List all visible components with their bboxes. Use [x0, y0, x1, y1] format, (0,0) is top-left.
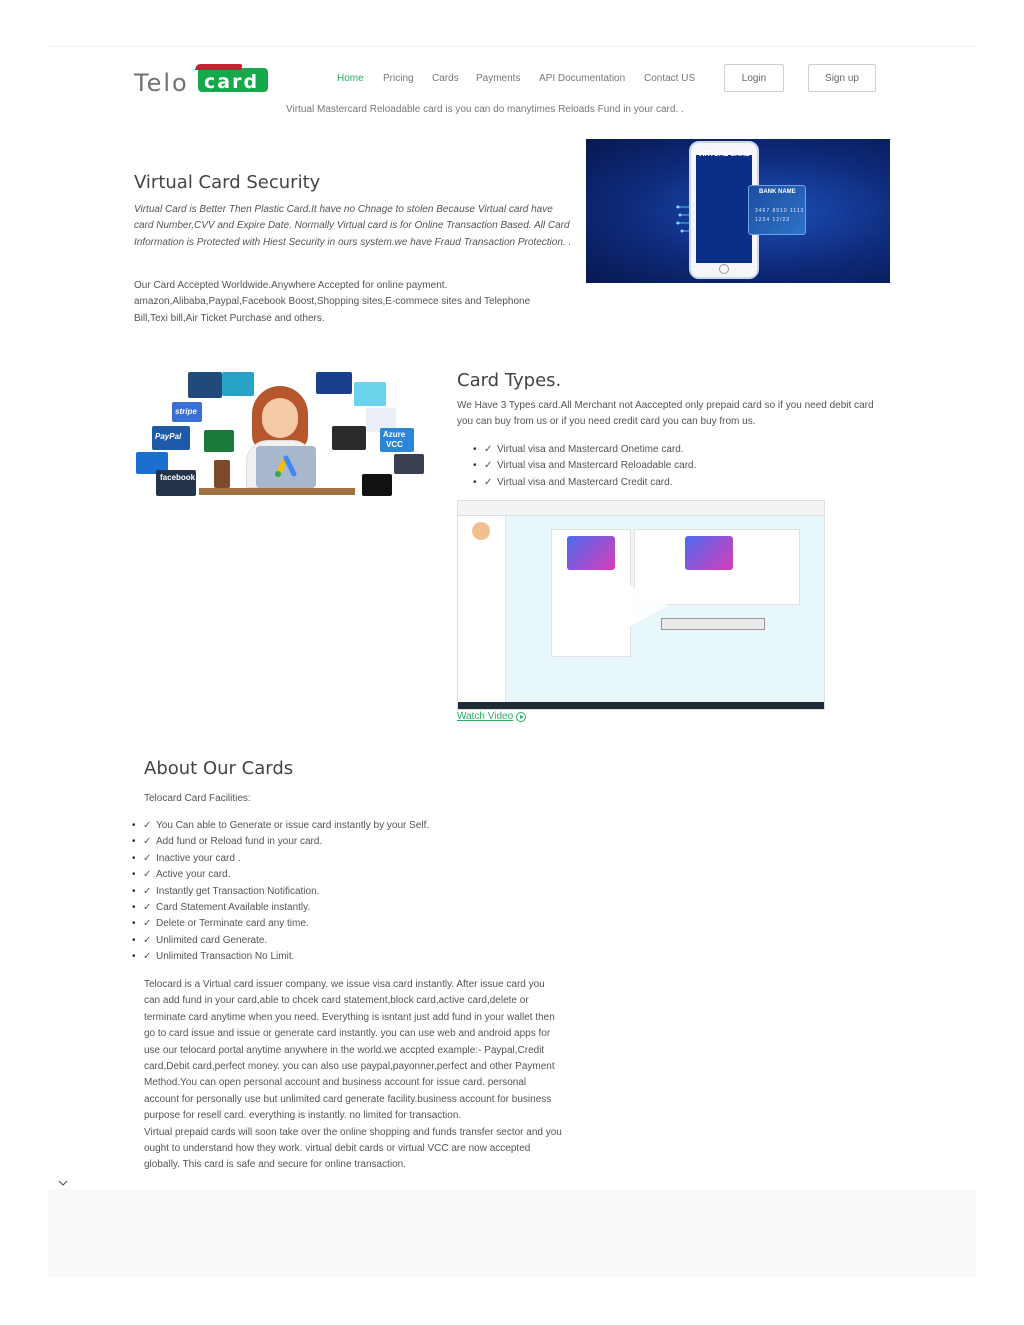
watch-video-label: Watch Video: [457, 711, 514, 722]
nav-pricing[interactable]: Pricing: [383, 73, 414, 84]
phone-label: VIRTUAL CARD: [697, 151, 751, 158]
footer-band: [48, 1189, 976, 1277]
card-types-title: Card Types.: [457, 370, 562, 391]
chevron-down-icon[interactable]: [58, 1178, 68, 1188]
list-item: • ✓ Virtual visa and Mastercard Onetime card.: [457, 442, 857, 458]
list-item: • ✓ Instantly get Transaction Notification.: [116, 884, 536, 900]
video-tooltip: [661, 618, 765, 630]
check-icon: • ✓: [484, 460, 493, 472]
check-icon: • ✓: [143, 902, 152, 914]
check-icon: • ✓: [143, 836, 152, 848]
logo-text-telo: Telo: [134, 69, 189, 97]
list-item: • ✓ Virtual visa and Mastercard Credit card.: [457, 475, 857, 491]
logo-card-box: [198, 68, 268, 92]
video-card-graphic: [567, 536, 615, 570]
browser-tabbar: [458, 501, 824, 516]
video-card-graphic: [685, 536, 733, 570]
video-taskbar: [458, 702, 824, 709]
nav-contact-us[interactable]: Contact US: [644, 73, 696, 84]
video-app-sidebar: [458, 516, 506, 704]
play-circle-icon: [516, 712, 526, 722]
watch-video-link[interactable]: [457, 711, 526, 722]
bank-name: BANK NAME: [759, 189, 796, 195]
accepted-text: Our Card Accepted Worldwide.Anywhere Accepted for online payment. amazon,Alibaba,Paypal,Facebook Boost,Shopping sites,E-commece sites and Telephone Bill,Texi bill,Air Ticket Purchase and others.: [134, 280, 531, 324]
check-icon: • ✓: [143, 885, 152, 897]
check-icon: • ✓: [143, 869, 152, 881]
check-icon: • ✓: [484, 444, 493, 455]
demo-video-thumbnail[interactable]: [457, 500, 825, 710]
nav-api-documentation[interactable]: API Documentation: [539, 73, 626, 84]
nav-home[interactable]: Home: [337, 73, 364, 84]
security-italic-text: Virtual Card is Better Then Plastic Card.It have no Chnage to stolen Because Virtual card have card Number,CVV and Expire Date. Normally Virtual card is for Online Transaction Based. All Card Information is Protected with Hiest Security in ours system.we have Fraud Transaction Protection. .: [134, 204, 572, 248]
about-paragraph-2: Virtual prepaid cards will soon take over the online shopping and funds transfer sector and you ought to understand how they work. virtual debit cards or virtual VCC are now accepted globally. This card is safe and secure for online transaction.: [144, 1126, 562, 1171]
nav-cards[interactable]: Cards: [432, 73, 459, 84]
about-title: About Our Cards: [144, 758, 294, 779]
card-types-text: We Have 3 Types card.All Merchant not Aaccepted only prepaid card so if you need debit card you can buy from us or if you need credit card you can buy from us.: [457, 400, 874, 428]
list-item: • ✓ Virtual visa and Mastercard Reloadable card.: [457, 458, 857, 474]
about-paragraphs: [144, 977, 562, 1174]
list-item: • ✓ Unlimited Transaction No Limit.: [116, 949, 536, 965]
list-item: • ✓ You Can able to Generate or issue card instantly by your Self.: [116, 818, 536, 834]
check-icon: • ✓: [143, 934, 152, 946]
list-item: • ✓ Active your card.: [116, 867, 536, 883]
check-icon: • ✓: [143, 852, 152, 864]
bank-card-graphic: [748, 185, 806, 235]
check-icon: • ✓: [484, 476, 493, 488]
list-item: • ✓ Inactive your card .: [116, 851, 536, 867]
list-item: • ✓ Delete or Terminate card any time.: [116, 916, 536, 932]
facilities-list: [116, 818, 536, 966]
check-icon: • ✓: [143, 820, 152, 831]
virtual-card-image: [586, 139, 890, 283]
list-item: • ✓ Add fund or Reload fund in your card.: [116, 834, 536, 850]
main-nav: [337, 73, 714, 84]
logo-azure: Azure: [383, 430, 406, 439]
card-exp: 1234 12/23: [755, 217, 791, 223]
card-number: 3467 8910 1112: [755, 208, 805, 214]
check-icon: • ✓: [143, 918, 152, 930]
logo-paypal: PayPal: [155, 432, 182, 441]
facilities-label: Telocard Card Facilities:: [144, 793, 251, 804]
list-item: • ✓ Unlimited card Generate.: [116, 933, 536, 949]
nav-payments[interactable]: Payments: [476, 73, 521, 84]
logo-vcc: VCC: [386, 440, 403, 449]
logo-stripe: stripe: [175, 407, 197, 416]
card-types-list: [457, 442, 857, 491]
security-title: Virtual Card Security: [134, 172, 321, 193]
cut-off-text: Virtual Mastercard Reloadable card is you can do manytimes Reloads Fund in your card. .: [286, 104, 684, 115]
telocard-logo[interactable]: [134, 66, 268, 97]
list-item: • ✓ Card Statement Available instantly.: [116, 900, 536, 916]
check-icon: • ✓: [143, 951, 152, 963]
top-divider: [48, 46, 976, 47]
merchant-illustration: [136, 370, 428, 498]
logo-facebook: facebook: [160, 473, 196, 482]
login-button[interactable]: Login: [724, 64, 784, 92]
signup-button[interactable]: Sign up: [808, 64, 876, 92]
logo-text-card: card: [204, 71, 260, 93]
about-paragraph-1: Telocard is a Virtual card issuer company. we issue visa card instantly. After issue card you can add fund in your card,able to chcek card statement,block card,active card,delete or terminate card anytime when you need. Everything is isntant just add fund in your wallet then go to card issue and issue or generate card instantly. you can use web and android apps for use our telocard portal anytime anywhere in the world.we accpted example:- Paypal,Credit card,Debit card,perfect money. you can also use paypal,payonner,perfect and other Payment Method.You can open personal account and business account for issue card. personal account for personally use but unlimited card generate facility.business account for business purpose for resell card. everything is instantly. no limited for transaction.: [144, 979, 555, 1122]
ads-logo-icon: [274, 454, 298, 478]
